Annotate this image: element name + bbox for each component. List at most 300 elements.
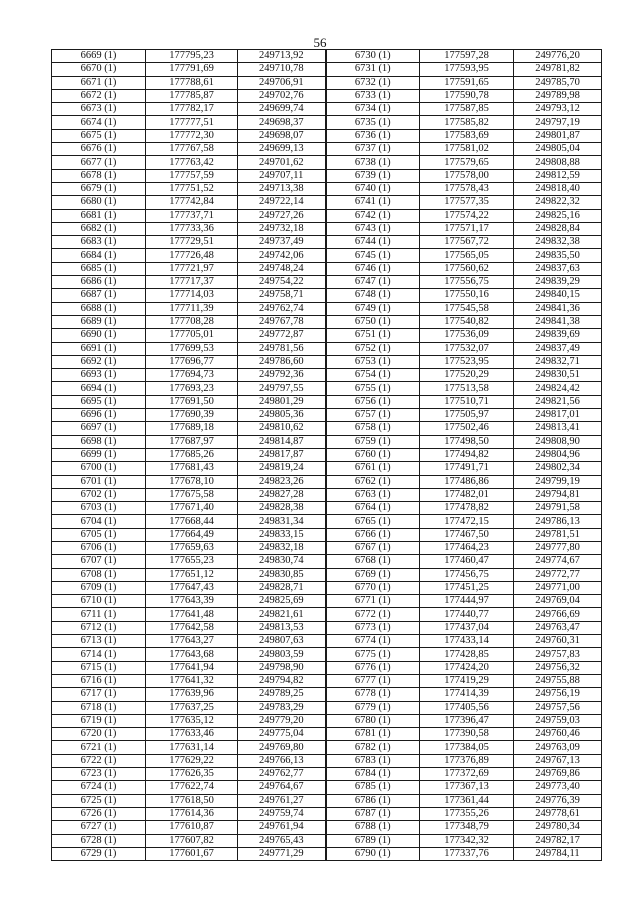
- x-coordinate-cell: 177751,52: [146, 182, 238, 195]
- y-coordinate-cell: 249828,84: [514, 222, 602, 235]
- x-coordinate-cell: 177643,27: [146, 635, 238, 648]
- y-coordinate-cell: 249827,28: [238, 488, 326, 501]
- y-coordinate-cell: 249794,81: [514, 488, 602, 501]
- y-coordinate-cell: 249792,36: [238, 369, 326, 382]
- y-coordinate-cell: 249754,22: [238, 276, 326, 289]
- x-coordinate-cell: 177384,05: [420, 741, 514, 754]
- point-id-cell: 6697 (1): [52, 422, 146, 435]
- point-id-cell: 6688 (1): [52, 302, 146, 315]
- point-id-cell: 6774 (1): [326, 635, 420, 648]
- y-coordinate-cell: 249766,69: [514, 608, 602, 621]
- x-coordinate-cell: 177523,95: [420, 355, 514, 368]
- y-coordinate-cell: 249767,78: [238, 315, 326, 328]
- y-coordinate-cell: 249757,56: [514, 701, 602, 714]
- point-id-cell: 6739 (1): [326, 169, 420, 182]
- y-coordinate-cell: 249758,71: [238, 289, 326, 302]
- point-id-cell: 6743 (1): [326, 222, 420, 235]
- table-row: [52, 129, 602, 142]
- x-coordinate-cell: 177708,28: [146, 315, 238, 328]
- table-row: [52, 302, 602, 315]
- y-coordinate-cell: 249755,88: [514, 674, 602, 687]
- x-coordinate-cell: 177597,28: [420, 50, 514, 63]
- x-coordinate-cell: 177689,18: [146, 422, 238, 435]
- x-coordinate-cell: 177788,61: [146, 76, 238, 89]
- table-row: [52, 648, 602, 661]
- y-coordinate-cell: 249803,59: [238, 648, 326, 661]
- x-coordinate-cell: 177579,65: [420, 156, 514, 169]
- x-coordinate-cell: 177633,46: [146, 728, 238, 741]
- y-coordinate-cell: 249779,20: [238, 714, 326, 727]
- x-coordinate-cell: 177590,78: [420, 89, 514, 102]
- point-id-cell: 6755 (1): [326, 382, 420, 395]
- point-id-cell: 6757 (1): [326, 409, 420, 422]
- x-coordinate-cell: 177460,47: [420, 555, 514, 568]
- y-coordinate-cell: 249797,55: [238, 382, 326, 395]
- table-row: [52, 435, 602, 448]
- point-id-cell: 6670 (1): [52, 63, 146, 76]
- x-coordinate-cell: 177376,89: [420, 754, 514, 767]
- point-id-cell: 6676 (1): [52, 143, 146, 156]
- table-row: [52, 329, 602, 342]
- table-row: [52, 807, 602, 820]
- y-coordinate-cell: 249759,74: [238, 807, 326, 820]
- point-id-cell: 6740 (1): [326, 182, 420, 195]
- x-coordinate-cell: 177396,47: [420, 714, 514, 727]
- x-coordinate-cell: 177717,37: [146, 276, 238, 289]
- y-coordinate-cell: 249804,96: [514, 448, 602, 461]
- x-coordinate-cell: 177643,39: [146, 595, 238, 608]
- point-id-cell: 6779 (1): [326, 701, 420, 714]
- point-id-cell: 6689 (1): [52, 315, 146, 328]
- table-row: [52, 595, 602, 608]
- y-coordinate-cell: 249814,87: [238, 435, 326, 448]
- table-row: [52, 528, 602, 541]
- table-row: [52, 369, 602, 382]
- point-id-cell: 6748 (1): [326, 289, 420, 302]
- table-row: [52, 222, 602, 235]
- table-row: [52, 89, 602, 102]
- table-row: [52, 103, 602, 116]
- table-row: [52, 635, 602, 648]
- page-number: 56: [313, 35, 327, 50]
- x-coordinate-cell: 177571,17: [420, 222, 514, 235]
- point-id-cell: 6671 (1): [52, 76, 146, 89]
- x-coordinate-cell: 177641,94: [146, 661, 238, 674]
- y-coordinate-cell: 249797,19: [514, 116, 602, 129]
- point-id-cell: 6786 (1): [326, 794, 420, 807]
- point-id-cell: 6754 (1): [326, 369, 420, 382]
- point-id-cell: 6695 (1): [52, 395, 146, 408]
- y-coordinate-cell: 249762,77: [238, 768, 326, 781]
- x-coordinate-cell: 177567,72: [420, 236, 514, 249]
- y-coordinate-cell: 249784,11: [514, 847, 602, 860]
- x-coordinate-cell: 177367,13: [420, 781, 514, 794]
- point-id-cell: 6769 (1): [326, 568, 420, 581]
- x-coordinate-cell: 177714,03: [146, 289, 238, 302]
- y-coordinate-cell: 249699,74: [238, 103, 326, 116]
- x-coordinate-cell: 177444,97: [420, 595, 514, 608]
- table-row: [52, 156, 602, 169]
- y-coordinate-cell: 249699,13: [238, 143, 326, 156]
- point-id-cell: 6674 (1): [52, 116, 146, 129]
- point-id-cell: 6702 (1): [52, 488, 146, 501]
- y-coordinate-cell: 249773,40: [514, 781, 602, 794]
- x-coordinate-cell: 177581,02: [420, 143, 514, 156]
- y-coordinate-cell: 249772,87: [238, 329, 326, 342]
- point-id-cell: 6725 (1): [52, 794, 146, 807]
- point-id-cell: 6759 (1): [326, 435, 420, 448]
- y-coordinate-cell: 249801,29: [238, 395, 326, 408]
- x-coordinate-cell: 177372,69: [420, 768, 514, 781]
- point-id-cell: 6709 (1): [52, 581, 146, 594]
- y-coordinate-cell: 249777,80: [514, 541, 602, 554]
- table-row: [52, 701, 602, 714]
- x-coordinate-cell: 177687,97: [146, 435, 238, 448]
- y-coordinate-cell: 249793,12: [514, 103, 602, 116]
- point-id-cell: 6778 (1): [326, 688, 420, 701]
- table-row: [52, 409, 602, 422]
- point-id-cell: 6773 (1): [326, 621, 420, 634]
- point-id-cell: 6753 (1): [326, 355, 420, 368]
- table-row: [52, 63, 602, 76]
- y-coordinate-cell: 249841,38: [514, 315, 602, 328]
- y-coordinate-cell: 249794,82: [238, 674, 326, 687]
- x-coordinate-cell: 177678,10: [146, 475, 238, 488]
- x-coordinate-cell: 177414,39: [420, 688, 514, 701]
- x-coordinate-cell: 177494,82: [420, 448, 514, 461]
- y-coordinate-cell: 249727,26: [238, 209, 326, 222]
- y-coordinate-cell: 249832,71: [514, 355, 602, 368]
- table-row: [52, 621, 602, 634]
- point-id-cell: 6696 (1): [52, 409, 146, 422]
- x-coordinate-cell: 177757,59: [146, 169, 238, 182]
- x-coordinate-cell: 177637,25: [146, 701, 238, 714]
- coordinates-table: [51, 49, 602, 861]
- point-id-cell: 6694 (1): [52, 382, 146, 395]
- table-row: [52, 768, 602, 781]
- y-coordinate-cell: 249769,04: [514, 595, 602, 608]
- point-id-cell: 6781 (1): [326, 728, 420, 741]
- y-coordinate-cell: 249776,39: [514, 794, 602, 807]
- point-id-cell: 6762 (1): [326, 475, 420, 488]
- point-id-cell: 6741 (1): [326, 196, 420, 209]
- x-coordinate-cell: 177711,39: [146, 302, 238, 315]
- x-coordinate-cell: 177643,68: [146, 648, 238, 661]
- point-id-cell: 6710 (1): [52, 595, 146, 608]
- y-coordinate-cell: 249822,32: [514, 196, 602, 209]
- y-coordinate-cell: 249840,15: [514, 289, 602, 302]
- x-coordinate-cell: 177437,04: [420, 621, 514, 634]
- x-coordinate-cell: 177785,87: [146, 89, 238, 102]
- x-coordinate-cell: 177691,50: [146, 395, 238, 408]
- y-coordinate-cell: 249786,13: [514, 515, 602, 528]
- y-coordinate-cell: 249772,77: [514, 568, 602, 581]
- y-coordinate-cell: 249789,25: [238, 688, 326, 701]
- x-coordinate-cell: 177690,39: [146, 409, 238, 422]
- point-id-cell: 6700 (1): [52, 462, 146, 475]
- point-id-cell: 6770 (1): [326, 581, 420, 594]
- table-row: [52, 714, 602, 727]
- x-coordinate-cell: 177647,43: [146, 581, 238, 594]
- point-id-cell: 6756 (1): [326, 395, 420, 408]
- y-coordinate-cell: 249802,34: [514, 462, 602, 475]
- table-row: [52, 741, 602, 754]
- y-coordinate-cell: 249761,94: [238, 821, 326, 834]
- table-row: [52, 502, 602, 515]
- x-coordinate-cell: 177607,82: [146, 834, 238, 847]
- point-id-cell: 6726 (1): [52, 807, 146, 820]
- table-row: [52, 834, 602, 847]
- x-coordinate-cell: 177651,12: [146, 568, 238, 581]
- y-coordinate-cell: 249701,62: [238, 156, 326, 169]
- point-id-cell: 6787 (1): [326, 807, 420, 820]
- point-id-cell: 6722 (1): [52, 754, 146, 767]
- x-coordinate-cell: 177510,71: [420, 395, 514, 408]
- x-coordinate-cell: 177433,14: [420, 635, 514, 648]
- point-id-cell: 6745 (1): [326, 249, 420, 262]
- point-id-cell: 6706 (1): [52, 541, 146, 554]
- point-id-cell: 6707 (1): [52, 555, 146, 568]
- x-coordinate-cell: 177614,36: [146, 807, 238, 820]
- table-row: [52, 515, 602, 528]
- table-row: [52, 488, 602, 501]
- x-coordinate-cell: 177361,44: [420, 794, 514, 807]
- y-coordinate-cell: 249835,50: [514, 249, 602, 262]
- table-row: [52, 262, 602, 275]
- point-id-cell: 6718 (1): [52, 701, 146, 714]
- point-id-cell: 6752 (1): [326, 342, 420, 355]
- y-coordinate-cell: 249698,07: [238, 129, 326, 142]
- x-coordinate-cell: 177635,12: [146, 714, 238, 727]
- x-coordinate-cell: 177664,49: [146, 528, 238, 541]
- y-coordinate-cell: 249791,58: [514, 502, 602, 515]
- x-coordinate-cell: 177587,85: [420, 103, 514, 116]
- point-id-cell: 6782 (1): [326, 741, 420, 754]
- point-id-cell: 6732 (1): [326, 76, 420, 89]
- point-id-cell: 6734 (1): [326, 103, 420, 116]
- y-coordinate-cell: 249807,63: [238, 635, 326, 648]
- x-coordinate-cell: 177560,62: [420, 262, 514, 275]
- x-coordinate-cell: 177622,74: [146, 781, 238, 794]
- y-coordinate-cell: 249817,87: [238, 448, 326, 461]
- table-row: [52, 462, 602, 475]
- point-id-cell: 6764 (1): [326, 502, 420, 515]
- y-coordinate-cell: 249833,15: [238, 528, 326, 541]
- x-coordinate-cell: 177498,50: [420, 435, 514, 448]
- point-id-cell: 6724 (1): [52, 781, 146, 794]
- y-coordinate-cell: 249760,46: [514, 728, 602, 741]
- x-coordinate-cell: 177629,22: [146, 754, 238, 767]
- table-row: [52, 821, 602, 834]
- point-id-cell: 6698 (1): [52, 435, 146, 448]
- table-row: [52, 728, 602, 741]
- y-coordinate-cell: 249771,00: [514, 581, 602, 594]
- y-coordinate-cell: 249808,88: [514, 156, 602, 169]
- y-coordinate-cell: 249713,92: [238, 50, 326, 63]
- point-id-cell: 6749 (1): [326, 302, 420, 315]
- point-id-cell: 6679 (1): [52, 182, 146, 195]
- x-coordinate-cell: 177610,87: [146, 821, 238, 834]
- y-coordinate-cell: 249825,69: [238, 595, 326, 608]
- point-id-cell: 6767 (1): [326, 541, 420, 554]
- y-coordinate-cell: 249774,67: [514, 555, 602, 568]
- y-coordinate-cell: 249789,98: [514, 89, 602, 102]
- y-coordinate-cell: 249707,11: [238, 169, 326, 182]
- y-coordinate-cell: 249810,62: [238, 422, 326, 435]
- x-coordinate-cell: 177478,82: [420, 502, 514, 515]
- y-coordinate-cell: 249805,04: [514, 143, 602, 156]
- point-id-cell: 6669 (1): [52, 50, 146, 63]
- point-id-cell: 6683 (1): [52, 236, 146, 249]
- x-coordinate-cell: 177428,85: [420, 648, 514, 661]
- point-id-cell: 6731 (1): [326, 63, 420, 76]
- table-row: [52, 315, 602, 328]
- point-id-cell: 6705 (1): [52, 528, 146, 541]
- x-coordinate-cell: 177472,15: [420, 515, 514, 528]
- y-coordinate-cell: 249766,13: [238, 754, 326, 767]
- y-coordinate-cell: 249819,24: [238, 462, 326, 475]
- x-coordinate-cell: 177626,35: [146, 768, 238, 781]
- y-coordinate-cell: 249769,80: [238, 741, 326, 754]
- x-coordinate-cell: 177685,26: [146, 448, 238, 461]
- y-coordinate-cell: 249771,29: [238, 847, 326, 860]
- point-id-cell: 6723 (1): [52, 768, 146, 781]
- x-coordinate-cell: 177782,17: [146, 103, 238, 116]
- x-coordinate-cell: 177355,26: [420, 807, 514, 820]
- x-coordinate-cell: 177699,53: [146, 342, 238, 355]
- table-row: [52, 661, 602, 674]
- y-coordinate-cell: 249742,06: [238, 249, 326, 262]
- y-coordinate-cell: 249713,38: [238, 182, 326, 195]
- x-coordinate-cell: 177631,14: [146, 741, 238, 754]
- point-id-cell: 6766 (1): [326, 528, 420, 541]
- y-coordinate-cell: 249828,71: [238, 581, 326, 594]
- point-id-cell: 6716 (1): [52, 674, 146, 687]
- y-coordinate-cell: 249824,42: [514, 382, 602, 395]
- point-id-cell: 6780 (1): [326, 714, 420, 727]
- x-coordinate-cell: 177464,23: [420, 541, 514, 554]
- y-coordinate-cell: 249760,31: [514, 635, 602, 648]
- y-coordinate-cell: 249837,63: [514, 262, 602, 275]
- table-row: [52, 608, 602, 621]
- y-coordinate-cell: 249737,49: [238, 236, 326, 249]
- x-coordinate-cell: 177671,40: [146, 502, 238, 515]
- x-coordinate-cell: 177742,84: [146, 196, 238, 209]
- point-id-cell: 6742 (1): [326, 209, 420, 222]
- table-row: [52, 794, 602, 807]
- table-row: [52, 355, 602, 368]
- x-coordinate-cell: 177668,44: [146, 515, 238, 528]
- y-coordinate-cell: 249722,14: [238, 196, 326, 209]
- table-row: [52, 448, 602, 461]
- point-id-cell: 6783 (1): [326, 754, 420, 767]
- x-coordinate-cell: 177659,63: [146, 541, 238, 554]
- table-row: [52, 50, 602, 63]
- x-coordinate-cell: 177451,25: [420, 581, 514, 594]
- table-row: [52, 688, 602, 701]
- point-id-cell: 6750 (1): [326, 315, 420, 328]
- point-id-cell: 6785 (1): [326, 781, 420, 794]
- x-coordinate-cell: 177578,43: [420, 182, 514, 195]
- x-coordinate-cell: 177705,01: [146, 329, 238, 342]
- y-coordinate-cell: 249764,67: [238, 781, 326, 794]
- point-id-cell: 6692 (1): [52, 355, 146, 368]
- point-id-cell: 6744 (1): [326, 236, 420, 249]
- point-id-cell: 6788 (1): [326, 821, 420, 834]
- table-row: [52, 236, 602, 249]
- y-coordinate-cell: 249813,41: [514, 422, 602, 435]
- y-coordinate-cell: 249830,74: [238, 555, 326, 568]
- x-coordinate-cell: 177565,05: [420, 249, 514, 262]
- point-id-cell: 6784 (1): [326, 768, 420, 781]
- x-coordinate-cell: 177583,69: [420, 129, 514, 142]
- table-row: [52, 754, 602, 767]
- y-coordinate-cell: 249783,29: [238, 701, 326, 714]
- y-coordinate-cell: 249702,76: [238, 89, 326, 102]
- table-row: [52, 847, 602, 860]
- point-id-cell: 6673 (1): [52, 103, 146, 116]
- point-id-cell: 6703 (1): [52, 502, 146, 515]
- y-coordinate-cell: 249756,32: [514, 661, 602, 674]
- point-id-cell: 6763 (1): [326, 488, 420, 501]
- table-row: [52, 289, 602, 302]
- y-coordinate-cell: 249781,56: [238, 342, 326, 355]
- y-coordinate-cell: 249812,59: [514, 169, 602, 182]
- x-coordinate-cell: 177550,16: [420, 289, 514, 302]
- y-coordinate-cell: 249841,36: [514, 302, 602, 315]
- point-id-cell: 6711 (1): [52, 608, 146, 621]
- point-id-cell: 6715 (1): [52, 661, 146, 674]
- point-id-cell: 6713 (1): [52, 635, 146, 648]
- point-id-cell: 6737 (1): [326, 143, 420, 156]
- x-coordinate-cell: 177694,73: [146, 369, 238, 382]
- x-coordinate-cell: 177486,86: [420, 475, 514, 488]
- point-id-cell: 6776 (1): [326, 661, 420, 674]
- x-coordinate-cell: 177641,32: [146, 674, 238, 687]
- y-coordinate-cell: 249698,37: [238, 116, 326, 129]
- y-coordinate-cell: 249839,69: [514, 329, 602, 342]
- x-coordinate-cell: 177482,01: [420, 488, 514, 501]
- y-coordinate-cell: 249763,09: [514, 741, 602, 754]
- point-id-cell: 6684 (1): [52, 249, 146, 262]
- point-id-cell: 6704 (1): [52, 515, 146, 528]
- y-coordinate-cell: 249756,19: [514, 688, 602, 701]
- table-row: [52, 568, 602, 581]
- y-coordinate-cell: 249765,43: [238, 834, 326, 847]
- y-coordinate-cell: 249761,27: [238, 794, 326, 807]
- point-id-cell: 6682 (1): [52, 222, 146, 235]
- x-coordinate-cell: 177767,58: [146, 143, 238, 156]
- y-coordinate-cell: 249732,18: [238, 222, 326, 235]
- y-coordinate-cell: 249767,13: [514, 754, 602, 767]
- point-id-cell: 6760 (1): [326, 448, 420, 461]
- x-coordinate-cell: 177721,97: [146, 262, 238, 275]
- table-row: [52, 781, 602, 794]
- y-coordinate-cell: 249817,01: [514, 409, 602, 422]
- point-id-cell: 6720 (1): [52, 728, 146, 741]
- point-id-cell: 6699 (1): [52, 448, 146, 461]
- x-coordinate-cell: 177578,00: [420, 169, 514, 182]
- x-coordinate-cell: 177540,82: [420, 315, 514, 328]
- point-id-cell: 6765 (1): [326, 515, 420, 528]
- x-coordinate-cell: 177505,97: [420, 409, 514, 422]
- point-id-cell: 6733 (1): [326, 89, 420, 102]
- x-coordinate-cell: 177777,51: [146, 116, 238, 129]
- x-coordinate-cell: 177675,58: [146, 488, 238, 501]
- x-coordinate-cell: 177737,71: [146, 209, 238, 222]
- y-coordinate-cell: 249825,16: [514, 209, 602, 222]
- point-id-cell: 6747 (1): [326, 276, 420, 289]
